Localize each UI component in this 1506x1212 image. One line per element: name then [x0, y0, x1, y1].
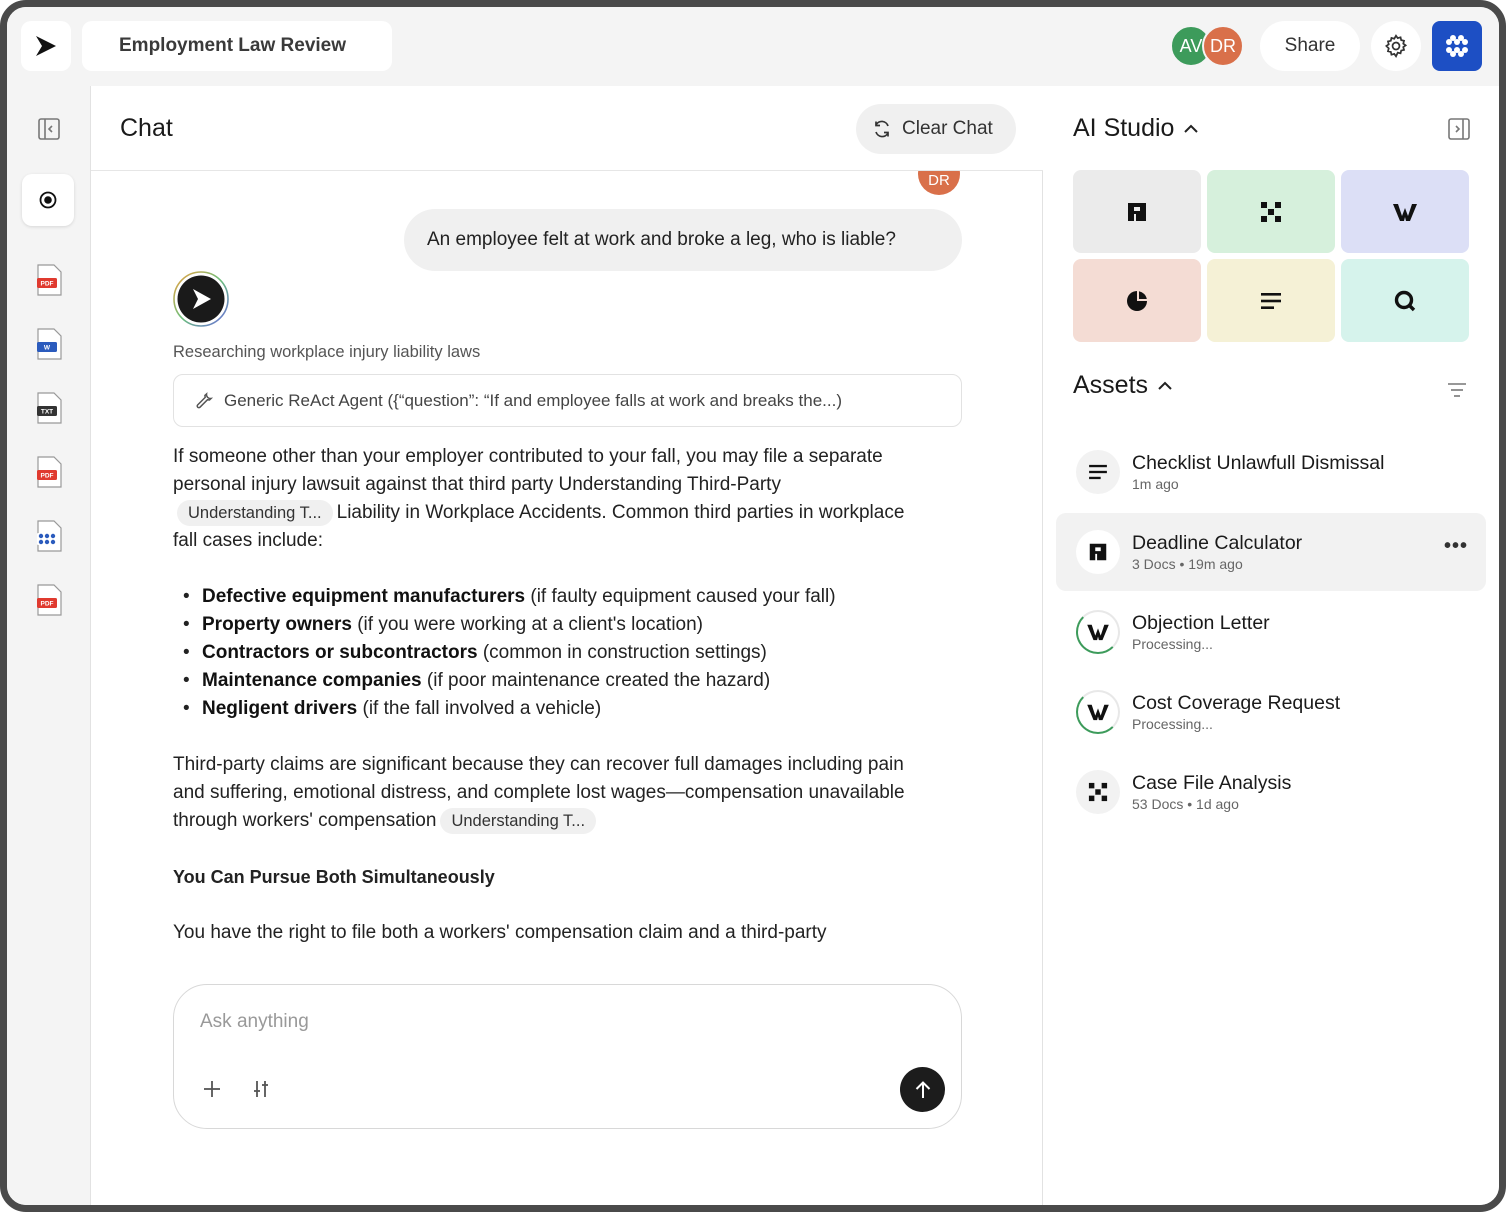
filter-icon[interactable]	[1446, 379, 1468, 401]
svg-text:PDF: PDF	[40, 280, 54, 288]
pdf-file-icon[interactable]	[36, 584, 62, 616]
refresh-icon	[872, 119, 892, 139]
svg-text:W: W	[43, 344, 51, 352]
avatar: DR	[918, 171, 960, 195]
more-options-icon[interactable]: •••	[1443, 535, 1468, 557]
studio-tools-grid	[1073, 170, 1470, 342]
chat-messages[interactable]	[91, 171, 1043, 971]
asset-item[interactable]	[1056, 513, 1486, 591]
asset-icon	[1076, 610, 1120, 654]
asset-meta: Processing...	[1132, 716, 1213, 732]
chat-title: Chat	[120, 114, 173, 142]
assistant-answer	[173, 443, 933, 971]
arrow-up-icon	[912, 1079, 934, 1101]
list-item: • Property owners (if you were working at a client's location)	[173, 611, 933, 639]
asset-name: Deadline Calculator	[1132, 532, 1303, 554]
collapse-sidebar-icon[interactable]	[36, 116, 62, 142]
asset-name: Case File Analysis	[1132, 772, 1292, 794]
share-button[interactable]: Share	[1260, 21, 1360, 71]
asset-meta: 3 Docs • 19m ago	[1132, 556, 1243, 572]
tool-tile-deadline[interactable]	[1073, 170, 1201, 253]
spreadsheet-file-icon[interactable]	[36, 520, 62, 552]
wrench-icon	[194, 391, 214, 411]
chat-input[interactable]	[200, 1011, 900, 1033]
pdf-file-icon[interactable]	[36, 456, 62, 488]
tool-tile-letter[interactable]	[1341, 170, 1469, 253]
asset-item[interactable]	[1056, 753, 1486, 831]
tool-call-box[interactable]	[173, 374, 962, 427]
ai-studio-title: AI Studio	[1073, 114, 1175, 142]
answer-paragraph	[173, 751, 933, 835]
clear-chat-button[interactable]	[856, 104, 1016, 154]
answer-text: Liability in Workplace Accidents. Common third parties in workplace fall cases include:	[173, 502, 905, 551]
citation-chip[interactable]: Understanding T...	[440, 808, 596, 834]
asset-meta: 53 Docs • 1d ago	[1132, 796, 1239, 812]
agent-status: Researching workplace injury liability laws	[173, 343, 481, 361]
tool-tile-search[interactable]	[1341, 259, 1469, 342]
answer-paragraph	[173, 443, 933, 555]
asset-item[interactable]	[1056, 593, 1486, 671]
search-q-icon	[1393, 289, 1417, 313]
chat-composer	[173, 984, 962, 1129]
left-rail	[7, 86, 91, 1212]
top-bar	[7, 7, 1499, 86]
answer-text: If someone other than your employer contributed to your fall, you may file a separate personal injury lawsuit against that third party Understanding Third-Party	[173, 446, 883, 495]
assets-header[interactable]	[1073, 371, 1174, 400]
project-title[interactable]: Employment Law Review	[82, 21, 392, 71]
asset-item[interactable]	[1056, 433, 1486, 511]
chat-panel	[91, 86, 1043, 1212]
svg-text:TXT: TXT	[40, 408, 54, 416]
sliders-icon[interactable]	[250, 1077, 274, 1101]
ai-studio-header[interactable]	[1073, 114, 1200, 143]
lines-icon	[1260, 292, 1282, 310]
word-file-icon[interactable]	[36, 328, 62, 360]
asset-meta: 1m ago	[1132, 476, 1179, 492]
list-item: • Negligent drivers (if the fall involved a vehicle)	[173, 695, 933, 723]
tool-tile-checklist[interactable]	[1207, 259, 1335, 342]
send-button[interactable]	[900, 1067, 945, 1112]
asset-name: Objection Letter	[1132, 612, 1270, 634]
chevron-up-icon	[1182, 120, 1200, 138]
tool-tile-cost[interactable]	[1073, 259, 1201, 342]
list-item: • Maintenance companies (if poor maintenance created the hazard)	[173, 667, 933, 695]
collapse-panel-icon[interactable]	[1446, 116, 1472, 142]
gear-icon	[1383, 33, 1409, 59]
pie-icon	[1125, 289, 1149, 313]
asset-name: Cost Coverage Request	[1132, 692, 1341, 714]
asset-icon	[1076, 450, 1120, 494]
list-item: • Contractors or subcontractors (common in construction settings)	[173, 639, 933, 667]
settings-button[interactable]	[1371, 21, 1421, 71]
answer-heading: You Can Pursue Both Simultaneously	[173, 867, 495, 887]
chat-header	[91, 86, 1043, 171]
deadline-icon	[1125, 200, 1149, 224]
txt-file-icon[interactable]	[36, 392, 62, 424]
pdf-file-icon[interactable]	[36, 264, 62, 296]
citation-chip[interactable]: Understanding T...	[177, 500, 333, 526]
deadline-icon	[1087, 541, 1109, 563]
home-logo-button[interactable]	[21, 21, 71, 71]
assistant-avatar-icon	[172, 270, 230, 328]
plus-icon[interactable]	[200, 1077, 224, 1101]
w-logo-icon	[1086, 623, 1110, 641]
lines-icon	[1088, 464, 1108, 480]
tool-call-text: Generic ReAct Agent ({“question”: “If and employee falls at work and breaks the...)	[224, 390, 842, 410]
answer-text: Third-party claims are significant because they can recover full damages including pain and suffering, emotional distress, and complete lost wages—compensation unavailable through workers' compensation	[173, 754, 905, 831]
tool-tile-analysis[interactable]	[1207, 170, 1335, 253]
w-logo-icon	[1392, 202, 1418, 222]
asset-item[interactable]	[1056, 673, 1486, 751]
ai-studio-panel	[1043, 86, 1499, 1212]
avatar[interactable]: DR	[1202, 25, 1244, 67]
asset-name: Checklist Unlawfull Dismissal	[1132, 452, 1385, 474]
asset-icon	[1076, 690, 1120, 734]
brain-icon	[38, 190, 58, 210]
asset-icon	[1076, 770, 1120, 814]
asset-meta: Processing...	[1132, 636, 1213, 652]
logo-icon	[33, 33, 59, 59]
user-message: An employee felt at work and broke a leg, who is liable?	[404, 209, 962, 271]
assets-title: Assets	[1073, 371, 1149, 399]
third-party-list	[173, 583, 933, 723]
apps-grid-icon	[1442, 31, 1472, 61]
asset-icon	[1076, 530, 1120, 574]
checker-icon	[1088, 782, 1108, 802]
svg-text:PDF: PDF	[40, 472, 54, 480]
clear-chat-label: Clear Chat	[902, 118, 993, 139]
chevron-up-icon	[1156, 377, 1174, 395]
apps-button[interactable]	[1432, 21, 1482, 71]
list-item: • Defective equipment manufacturers (if faulty equipment caused your fall)	[173, 583, 933, 611]
rail-item-brain[interactable]	[22, 174, 74, 226]
avatar[interactable]: AV	[1170, 25, 1212, 67]
checker-icon	[1260, 201, 1282, 223]
w-logo-icon	[1086, 703, 1110, 721]
svg-text:PDF: PDF	[40, 600, 54, 608]
answer-paragraph: You have the right to file both a workers' compensation claim and a third-party	[173, 922, 827, 943]
